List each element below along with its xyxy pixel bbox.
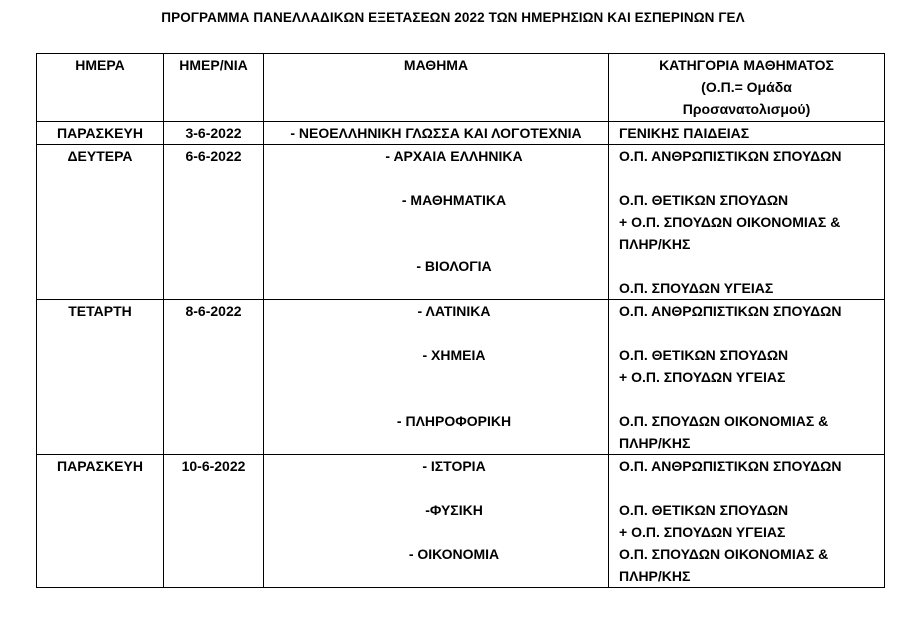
category-item: Ο.Π. ΘΕΤΙΚΩΝ ΣΠΟΥΔΩΝ: [619, 502, 789, 518]
table-header-row: [37, 54, 885, 122]
subject-item: - ΧΗΜΕΙΑ: [422, 347, 486, 363]
table-row: [37, 145, 885, 300]
subject-item: - ΑΡΧΑΙΑ ΕΛΛΗΝΙΚΑ: [385, 148, 523, 164]
row-categories: [609, 300, 885, 455]
subject-item: - ΒΙΟΛΟΓΙΑ: [416, 258, 492, 274]
category-item: Ο.Π. ΘΕΤΙΚΩΝ ΣΠΟΥΔΩΝ: [619, 192, 789, 208]
row-date: 10-6-2022: [164, 455, 264, 588]
subject-item: - ΜΑΘΗΜΑΤΙΚΑ: [401, 192, 507, 208]
row-date: 6-6-2022: [164, 145, 264, 300]
row-category: ΓΕΝΙΚΗΣ ΠΑΙΔΕΙΑΣ: [609, 122, 885, 145]
category-item: Ο.Π. ΘΕΤΙΚΩΝ ΣΠΟΥΔΩΝ: [619, 347, 789, 363]
row-categories: [609, 145, 885, 300]
category-item: Ο.Π. ΑΝΘΡΩΠΙΣΤΙΚΩΝ ΣΠΟΥΔΩΝ: [619, 303, 842, 319]
page-title: ΠΡΟΓΡΑΜΜΑ ΠΑΝΕΛΛΑΔΙΚΩΝ ΕΞΕΤΑΣΕΩΝ 2022 ΤΩΝ ΗΜΕΡΗΣΙΩΝ ΚΑΙ ΕΣΠΕΡΙΝΩΝ ΓΕΛ: [161, 10, 745, 25]
exam-schedule-table: [36, 53, 885, 588]
header-subject: ΜΑΘΗΜΑ: [264, 54, 609, 122]
row-date: 8-6-2022: [164, 300, 264, 455]
row-day: ΤΕΤΑΡΤΗ: [37, 300, 164, 455]
category-item: + Ο.Π. ΣΠΟΥΔΩΝ ΥΓΕΙΑΣ: [619, 369, 786, 385]
header-category-line1: ΚΑΤΗΓΟΡΙΑ ΜΑΘΗΜΑΤΟΣ: [659, 57, 834, 73]
category-item: + Ο.Π. ΣΠΟΥΔΩΝ ΥΓΕΙΑΣ: [619, 524, 786, 540]
header-date: ΗΜΕΡ/ΝΙΑ: [164, 54, 264, 122]
category-item: Ο.Π. ΣΠΟΥΔΩΝ ΥΓΕΙΑΣ: [619, 280, 774, 296]
category-item: Ο.Π. ΣΠΟΥΔΩΝ ΟΙΚΟΝΟΜΙΑΣ &: [619, 413, 829, 429]
category-item: Ο.Π. ΣΠΟΥΔΩΝ ΟΙΚΟΝΟΜΙΑΣ &: [619, 546, 829, 562]
row-day: ΠΑΡΑΣΚΕΥΗ: [37, 122, 164, 145]
category-item: + Ο.Π. ΣΠΟΥΔΩΝ ΟΙΚΟΝΟΜΙΑΣ &: [619, 214, 841, 230]
subject-item: - ΛΑΤΙΝΙΚΑ: [417, 303, 491, 319]
category-item: ΠΛΗΡ/ΚΗΣ: [619, 568, 691, 584]
row-day: ΔΕΥΤΕΡΑ: [37, 145, 164, 300]
header-day: ΗΜΕΡΑ: [37, 54, 164, 122]
subject-item: - ΠΛΗΡΟΦΟΡΙΚΗ: [396, 413, 512, 429]
category-item: Ο.Π. ΑΝΘΡΩΠΙΣΤΙΚΩΝ ΣΠΟΥΔΩΝ: [619, 458, 842, 474]
row-subjects: [264, 145, 609, 300]
row-subjects: [264, 455, 609, 588]
table-row: [37, 300, 885, 455]
table-row: [37, 122, 885, 145]
header-category: [609, 54, 885, 122]
header-category-line2: (Ο.Π.= Ομάδα: [701, 79, 792, 95]
table-row: [37, 455, 885, 588]
subject-item: -ΦΥΣΙΚΗ: [425, 502, 483, 518]
header-category-line3: Προσανατολισμού): [682, 101, 811, 117]
category-item: ΠΛΗΡ/ΚΗΣ: [619, 236, 691, 252]
row-date: 3-6-2022: [164, 122, 264, 145]
category-item: Ο.Π. ΑΝΘΡΩΠΙΣΤΙΚΩΝ ΣΠΟΥΔΩΝ: [619, 148, 842, 164]
subject-item: - ΟΙΚΟΝΟΜΙΑ: [408, 546, 500, 562]
row-subject: - ΝΕΟΕΛΛΗΝΙΚΗ ΓΛΩΣΣΑ ΚΑΙ ΛΟΓΟΤΕΧΝΙΑ: [264, 122, 609, 145]
row-categories: [609, 455, 885, 588]
row-subjects: [264, 300, 609, 455]
subject-item: - ΙΣΤΟΡΙΑ: [422, 458, 486, 474]
category-item: ΠΛΗΡ/ΚΗΣ: [619, 435, 691, 451]
row-day: ΠΑΡΑΣΚΕΥΗ: [37, 455, 164, 588]
